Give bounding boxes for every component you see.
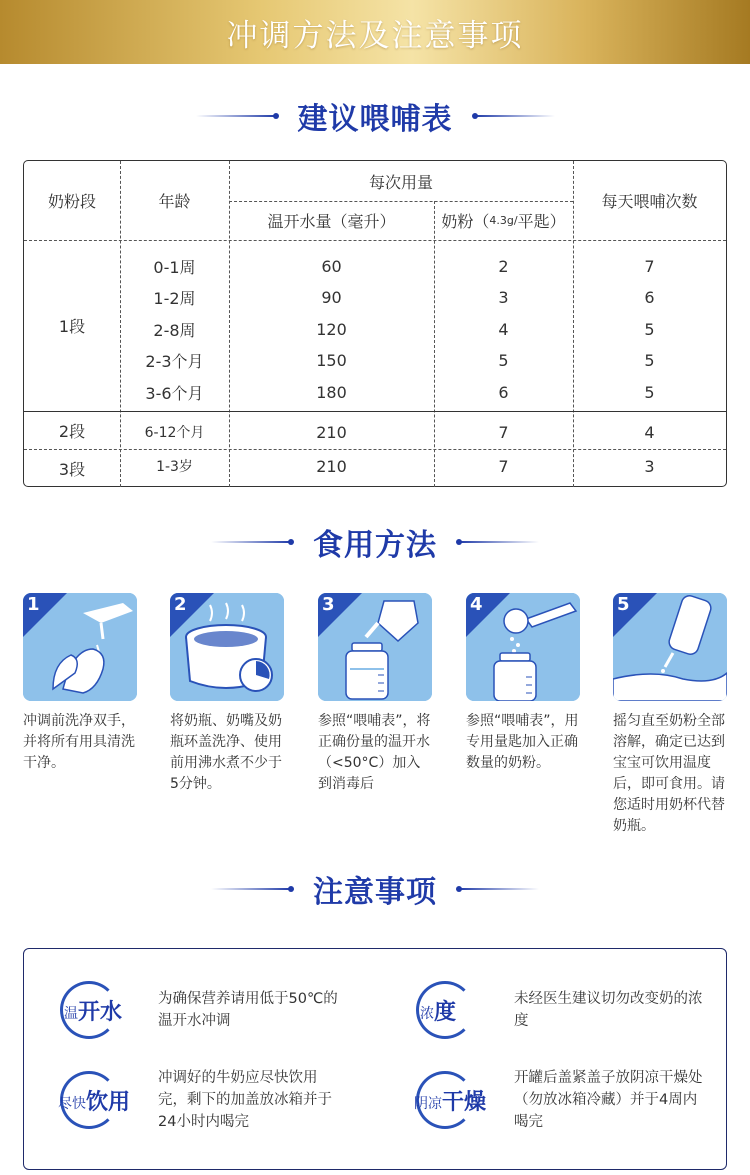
banner-title: 冲调方法及注意事项 xyxy=(226,17,524,54)
note-icon-small: 尽快 xyxy=(58,1096,86,1112)
drink-soon-icon xyxy=(56,1067,152,1133)
step-card xyxy=(613,593,727,701)
age-cell: 2-3个月 xyxy=(145,351,204,371)
stage-cell: 1段 xyxy=(58,317,86,336)
note-icon-big: 开水 xyxy=(78,1000,123,1025)
step-text: 冲调前洗净双手，并将所有用具清洗干净。 xyxy=(23,713,135,771)
header-powder-main: 奶粉（ xyxy=(441,212,490,231)
step-number: 4 xyxy=(470,594,483,615)
step-5 xyxy=(613,593,727,837)
usage-title: 食用方法 xyxy=(313,528,437,563)
note-icon-small: 阴凉 xyxy=(414,1096,442,1112)
powder-cell: 7 xyxy=(498,422,509,442)
times-cell: 4 xyxy=(644,422,655,442)
step-2 xyxy=(170,593,284,795)
header-powder-small: 4.3g/ xyxy=(489,214,518,227)
notes-title: 注意事项 xyxy=(313,875,437,910)
powder-cell: 2 xyxy=(498,256,509,276)
times-cell: 3 xyxy=(644,456,655,476)
table-divider xyxy=(24,240,726,241)
stage-cell: 2段 xyxy=(58,421,86,441)
concentration-icon xyxy=(412,977,508,1043)
note-text: 冲调好的牛奶应尽快饮用完，剩下的加盖放冰箱并于24小时内喝完 xyxy=(158,1070,332,1130)
times-cell: 7 xyxy=(644,256,655,276)
note-text: 为确保营养请用低于50℃的温开水冲调 xyxy=(158,991,338,1029)
step-number: 3 xyxy=(322,594,335,615)
feeding-table-title: 建议喂哺表 xyxy=(297,102,453,137)
step-number: 1 xyxy=(27,594,40,615)
notes-heading xyxy=(0,869,750,909)
stage-cell: 3段 xyxy=(58,459,86,479)
note-warm-water xyxy=(56,977,356,1043)
step-card xyxy=(466,593,580,701)
step-text: 将奶瓶、奶嘴及奶瓶环盖洗净、使用前用沸水煮不少于5分钟。 xyxy=(170,713,282,792)
note-drink-soon xyxy=(56,1067,366,1133)
note-icon-big: 饮用 xyxy=(86,1090,131,1115)
step-text: 参照“喂哺表”，将正确份量的温开水（<50°C）加入到消毒后 xyxy=(318,713,431,792)
powder-cell: 5 xyxy=(498,350,509,370)
note-text: 开罐后盖紧盖子放阴凉干燥处（勿放冰箱冷藏）并于4周内喝完 xyxy=(514,1070,703,1130)
table-divider xyxy=(24,411,726,412)
step-card xyxy=(170,593,284,701)
notes-box xyxy=(23,948,727,1170)
note-cool-dry xyxy=(412,1067,722,1133)
heading-line-left xyxy=(211,541,291,543)
water-cell: 120 xyxy=(316,319,347,339)
note-icon-big: 干燥 xyxy=(442,1090,487,1115)
step-card xyxy=(318,593,432,701)
header-daily: 每天喂哺次数 xyxy=(601,192,698,211)
water-cell: 210 xyxy=(316,456,347,476)
table-divider xyxy=(24,449,726,450)
usage-heading xyxy=(0,522,750,562)
water-cell: 150 xyxy=(316,350,347,370)
heading-line-right xyxy=(459,888,539,890)
step-number: 2 xyxy=(174,594,187,615)
note-icon-big: 度 xyxy=(434,1000,457,1025)
heading-line-left xyxy=(196,115,276,117)
powder-cell: 3 xyxy=(498,287,509,307)
times-cell: 5 xyxy=(644,382,655,402)
heading-line-right xyxy=(475,115,555,117)
step-3 xyxy=(318,593,432,795)
step-1 xyxy=(23,593,137,774)
water-cell: 210 xyxy=(316,422,347,442)
water-cell: 90 xyxy=(321,287,342,307)
step-text: 参照“喂哺表”，用专用量匙加入正确数量的奶粉。 xyxy=(466,713,579,771)
times-cell: 5 xyxy=(644,319,655,339)
powder-cell: 4 xyxy=(498,319,509,339)
step-number: 5 xyxy=(617,594,630,615)
header-powder xyxy=(434,201,573,240)
header-water: 温开水量（毫升） xyxy=(267,212,396,231)
heading-line-right xyxy=(459,541,539,543)
water-cell: 60 xyxy=(321,256,342,276)
top-banner xyxy=(0,0,750,64)
header-age: 年龄 xyxy=(158,192,191,211)
note-text: 未经医生建议切勿改变奶的浓度 xyxy=(514,991,703,1029)
powder-cell: 7 xyxy=(498,456,509,476)
note-concentration xyxy=(412,977,712,1043)
step-card xyxy=(23,593,137,701)
header-stage: 奶粉段 xyxy=(47,192,96,211)
age-cell: 1-2周 xyxy=(153,288,196,308)
feeding-table xyxy=(23,160,727,487)
note-icon-small: 温 xyxy=(64,1006,78,1022)
header-powder-unit: 平匙） xyxy=(517,212,566,231)
cool-dry-icon xyxy=(412,1067,508,1133)
feeding-table-heading xyxy=(0,96,750,136)
warm-water-icon xyxy=(56,977,152,1043)
heading-line-left xyxy=(211,888,291,890)
age-cell: 3-6个月 xyxy=(145,383,204,403)
age-cell: 0-1周 xyxy=(153,257,196,277)
step-4 xyxy=(466,593,580,774)
times-cell: 5 xyxy=(644,350,655,370)
step-text: 摇匀直至奶粉全部溶解，确定已达到宝宝可饮用温度后，即可食用。请您适时用奶杯代替奶瓶。 xyxy=(613,713,725,834)
header-per-use: 每次用量 xyxy=(368,172,433,192)
times-cell: 6 xyxy=(644,287,655,307)
note-icon-small: 浓 xyxy=(420,1006,434,1022)
powder-cell: 6 xyxy=(498,382,509,402)
water-cell: 180 xyxy=(316,382,347,402)
age-cell: 6-12个月 xyxy=(144,425,205,441)
age-cell: 1-3岁 xyxy=(156,459,193,475)
age-cell: 2-8周 xyxy=(153,320,196,340)
